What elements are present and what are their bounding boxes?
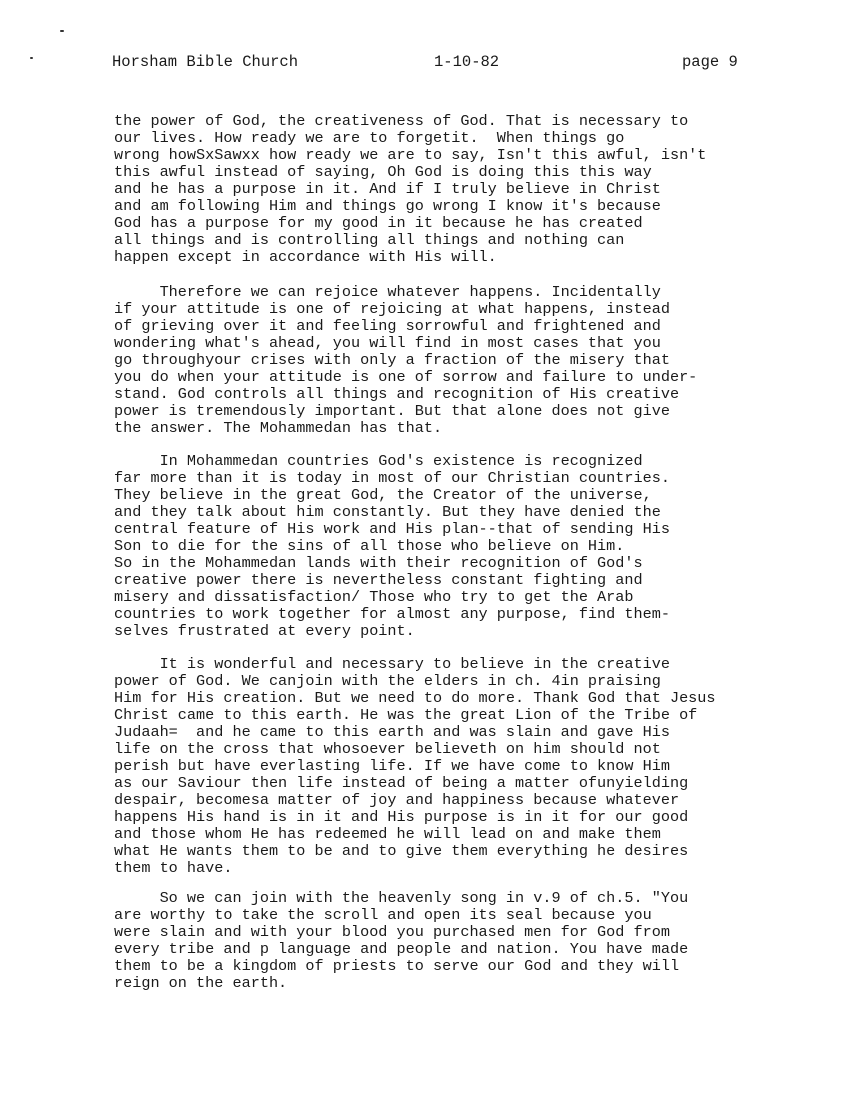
scan-speck: [30, 57, 33, 59]
text-line: It is wonderful and necessary to believe in the creative: [114, 655, 670, 673]
page-header: [112, 54, 752, 74]
text-line: every tribe and p language and people and nation. You have made: [114, 940, 689, 958]
text-line: life on the cross that whosoever believeth on him should not: [114, 740, 661, 758]
text-line: So we can join with the heavenly song in v.9 of ch.5. "You: [114, 889, 689, 907]
text-line: They believe in the great God, the Creator of the universe,: [114, 486, 652, 504]
text-line: them to have.: [114, 859, 233, 877]
text-line: go throughyour crises with only a fraction of the misery that: [114, 351, 670, 369]
text-line: happen except in accordance with His will.: [114, 248, 497, 266]
header-date: 1-10-82: [434, 53, 500, 71]
text-line: all things and is controlling all things and nothing can: [114, 231, 625, 249]
scan-speck: [60, 30, 64, 32]
text-line: stand. God controls all things and recognition of His creative: [114, 385, 680, 403]
text-line: Him for His creation. But we need to do more. Thank God that Jesus: [114, 689, 716, 707]
text-line: happens His hand is in it and His purpose is in it for our good: [114, 808, 689, 826]
text-line: Christ came to this earth. He was the great Lion of the Tribe of: [114, 706, 698, 724]
paragraph-3: [114, 453, 814, 640]
text-line: them to be a kingdom of priests to serve our God and they will: [114, 957, 680, 975]
text-line: In Mohammedan countries God's existence is recognized: [114, 452, 643, 470]
text-line: are worthy to take the scroll and open its seal because you: [114, 906, 652, 924]
text-line: selves frustrated at every point.: [114, 622, 415, 640]
text-line: and those whom He has redeemed he will lead on and make them: [114, 825, 661, 843]
text-line: what He wants them to be and to give them everything he desires: [114, 842, 689, 860]
text-line: wrong howSxSawxx how ready we are to say, Isn't this awful, isn't: [114, 146, 707, 164]
header-church-name: Horsham Bible Church: [112, 53, 299, 71]
text-line: you do when your attitude is one of sorrow and failure to under-: [114, 368, 698, 386]
paragraph-2: [114, 284, 814, 437]
text-line: as our Saviour then life instead of being a matter ofunyielding: [114, 774, 689, 792]
paragraph-1: [114, 113, 814, 266]
text-line: perish but have everlasting life. If we have come to know Him: [114, 757, 670, 775]
text-line: and they talk about him constantly. But they have denied the: [114, 503, 661, 521]
text-line: creative power there is nevertheless constant fighting and: [114, 571, 643, 589]
text-line: wondering what's ahead, you will find in most cases that you: [114, 334, 661, 352]
text-line: Judaah= and he came to this earth and was slain and gave His: [114, 723, 670, 741]
header-page-number: page 9: [682, 53, 738, 71]
text-line: misery and dissatisfaction/ Those who try to get the Arab: [114, 588, 634, 606]
text-line: of grieving over it and feeling sorrowful and frightened and: [114, 317, 661, 335]
text-line: despair, becomesa matter of joy and happiness because whatever: [114, 791, 680, 809]
text-line: God has a purpose for my good in it because he has created: [114, 214, 643, 232]
text-line: countries to work together for almost any purpose, find them-: [114, 605, 670, 623]
text-line: if your attitude is one of rejoicing at what happens, instead: [114, 300, 670, 318]
text-line: far more than it is today in most of our Christian countries.: [114, 469, 670, 487]
text-line: reign on the earth.: [114, 974, 288, 992]
text-line: Son to die for the sins of all those who believe on Him.: [114, 537, 625, 555]
text-line: central feature of His work and His plan--that of sending His: [114, 520, 670, 538]
text-line: So in the Mohammedan lands with their recognition of God's: [114, 554, 643, 572]
text-line: power is tremendously important. But that alone does not give: [114, 402, 670, 420]
text-line: our lives. How ready we are to forgetit. When things go: [114, 129, 625, 147]
text-line: power of God. We canjoin with the elders in ch. 4in praising: [114, 672, 661, 690]
text-line: the answer. The Mohammedan has that.: [114, 419, 443, 437]
text-line: Therefore we can rejoice whatever happens. Incidentally: [114, 283, 661, 301]
text-line: the power of God, the creativeness of God. That is necessary to: [114, 112, 689, 130]
text-line: and he has a purpose in it. And if I truly believe in Christ: [114, 180, 661, 198]
text-line: and am following Him and things go wrong I know it's because: [114, 197, 661, 215]
paragraph-4: [114, 656, 814, 877]
paragraph-5: [114, 890, 814, 992]
text-line: were slain and with your blood you purchased men for God from: [114, 923, 670, 941]
text-line: this awful instead of saying, Oh God is doing this this way: [114, 163, 652, 181]
